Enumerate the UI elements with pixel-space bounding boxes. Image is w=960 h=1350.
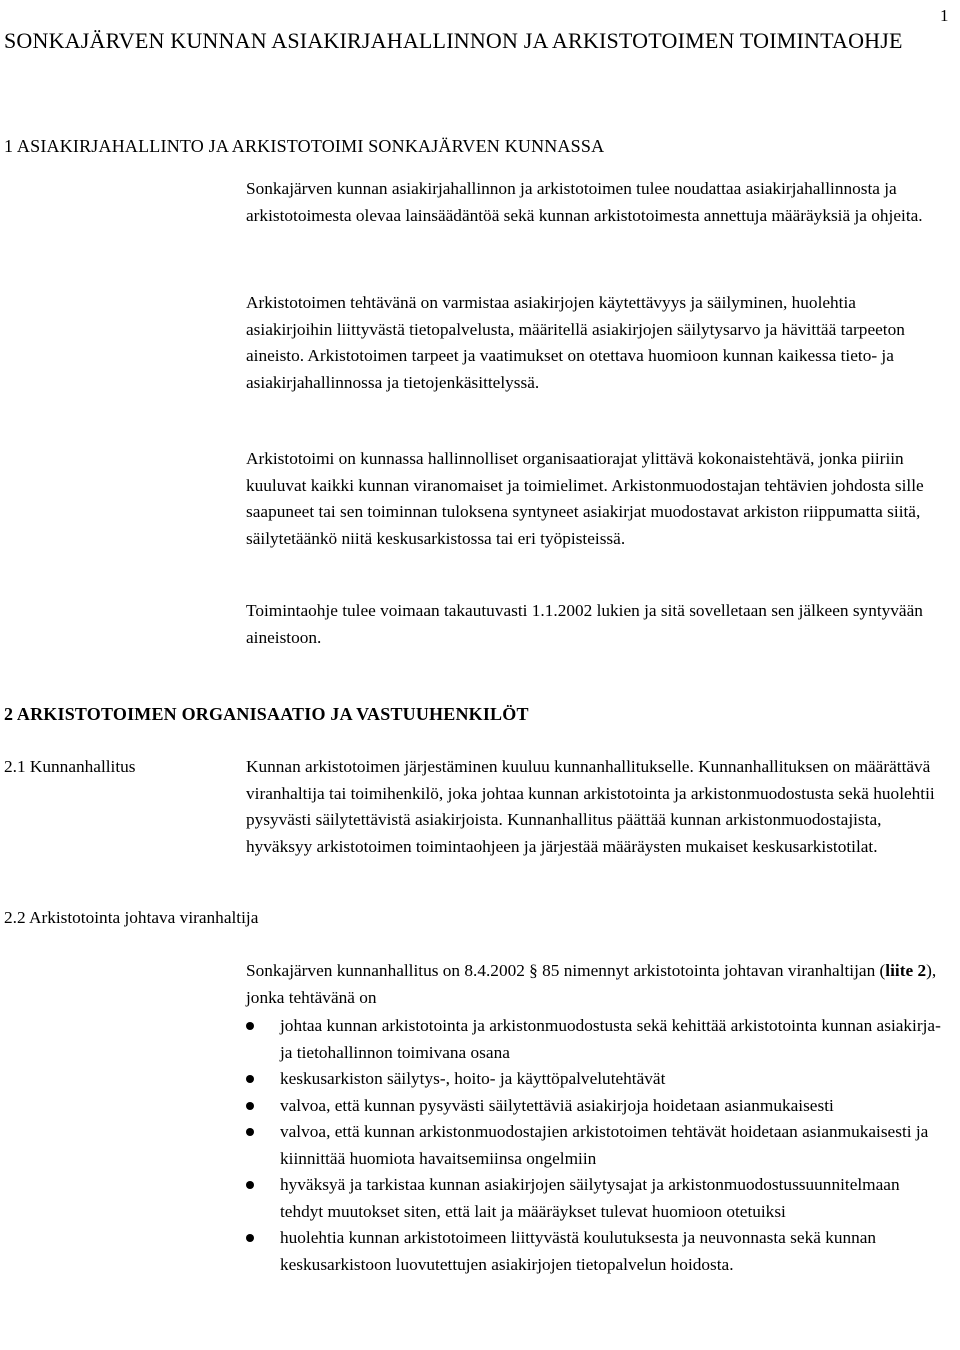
bullet-icon	[246, 1181, 254, 1189]
page-number: 1	[940, 6, 949, 25]
list-item-text: valvoa, että kunnan pysyvästi säilytettäviä asiakirjoja hoidetaan asianmukaisesti	[280, 1095, 834, 1115]
section-1-paragraph-1: Sonkajärven kunnan asiakirjahallinnon ja arkistotoimen tulee noudattaa asiakirjahallinnosta ja arkistotoimesta olevaa lainsäädäntöä sekä kunnan arkistotoimesta annettuja määräyksiä ja ohjeita.	[246, 179, 923, 225]
duties-list	[246, 1013, 946, 1278]
section-1-paragraph-2: Arkistotoimen tehtävänä on varmistaa asiakirjojen käytettävyys ja säilyminen, huolehtia asiakirjoihin liittyvästä tietopalvelusta, määritellä asiakirjojen säilytysarvo ja hävittää tarpeeton aineisto. Arkistotoimen tarpeet ja vaatimukset on otettava huomioon kunnan kaikessa tieto- ja asiakirjahallinnossa ja tietojenkäsittelyssä.	[246, 293, 905, 392]
section-2-heading: 2 ARKISTOTOIMEN ORGANISAATIO JA VASTUUHENKILÖT	[4, 704, 529, 724]
subsection-2-2-label: 2.2 Arkistotointa johtava viranhaltija	[4, 908, 259, 927]
intro-text-before: Sonkajärven kunnanhallitus on 8.4.2002 § 85 nimennyt arkistotointa johtavan viranhaltijan (	[246, 961, 886, 980]
bullet-icon	[246, 1128, 254, 1136]
list-item	[246, 1066, 946, 1093]
list-item	[246, 1093, 946, 1120]
list-item-text: hyväksyä ja tarkistaa kunnan asiakirjojen säilytysajat ja arkistonmuodostussuunnitelmaan tehdyt muutokset siten, että lait ja määräykset tulevat huomioon otetuiksi	[280, 1175, 900, 1221]
list-item	[246, 1119, 946, 1172]
bullet-icon	[246, 1102, 254, 1110]
bullet-icon	[246, 1234, 254, 1242]
list-item-text: huolehtia kunnan arkistotoimeen liittyvästä koulutuksesta ja neuvonnasta sekä kunnan keskusarkistoon luovutettujen asiakirjojen tietopalvelun hoidosta.	[280, 1228, 877, 1274]
bullet-icon	[246, 1075, 254, 1083]
subsection-2-1-text: Kunnan arkistotoimen järjestäminen kuuluu kunnanhallitukselle. Kunnanhallituksen on määrättävä viranhaltija tai toimihenkilö, joka johtaa kunnan arkistotointa ja arkistonmuodostusta sekä huolehtii pysyvästi säilytettävistä asiakirjoista. Kunnanhallitus päättää kunnan arkistonmuodostajista, hyväksyy arkistotoimen toimintaohjeen ja järjestää määräysten mukaiset keskusarkistotilat.	[246, 757, 935, 856]
subsection-2-1-label: 2.1 Kunnanhallitus	[4, 757, 136, 776]
intro-appendix-reference: liite 2	[885, 961, 927, 980]
list-item-text: johtaa kunnan arkistotointa ja arkistonmuodostusta sekä kehittää arkistotointa kunnan asiakirja- ja tietohallinnon toimivana osana	[280, 1016, 941, 1062]
subsection-2-2-intro	[246, 958, 946, 1011]
section-1-paragraph-4: Toimintaohje tulee voimaan takautuvasti 1.1.2002 lukien ja sitä sovelletaan sen jälkeen syntyvään aineistoon.	[246, 601, 923, 647]
document-title: SONKAJÄRVEN KUNNAN ASIAKIRJAHALLINNON JA ARKISTOTOIMEN TOIMINTAOHJE	[4, 28, 903, 53]
list-item	[246, 1172, 946, 1225]
list-item	[246, 1013, 946, 1066]
section-1-heading: 1 ASIAKIRJAHALLINTO JA ARKISTOTOIMI SONKAJÄRVEN KUNNASSA	[4, 136, 605, 156]
list-item-text: valvoa, että kunnan arkistonmuodostajien arkistotoimen tehtävät hoidetaan asianmukaisesti ja kiinnittää huomiota havaitsemiinsa ongelmiin	[280, 1122, 929, 1168]
section-1-paragraph-3: Arkistotoimi on kunnassa hallinnolliset organisaatiorajat ylittävä kokonaistehtävä, jonka piiriin kuuluvat kaikki kunnan viranomaiset ja toimielimet. Arkistonmuodostajan tehtävien johdosta sille saapuneet tai sen toiminnan tuloksena syntyneet asiakirjat muodostavat arkiston riippumatta siitä, säilytetäänkö niitä keskusarkistossa tai eri työpisteissä.	[246, 449, 924, 548]
list-item	[246, 1225, 946, 1278]
bullet-icon	[246, 1022, 254, 1030]
list-item-text: keskusarkiston säilytys-, hoito- ja käyttöpalvelutehtävät	[280, 1069, 666, 1088]
intro-text-after: ), jonka tehtävänä on	[246, 961, 937, 1007]
